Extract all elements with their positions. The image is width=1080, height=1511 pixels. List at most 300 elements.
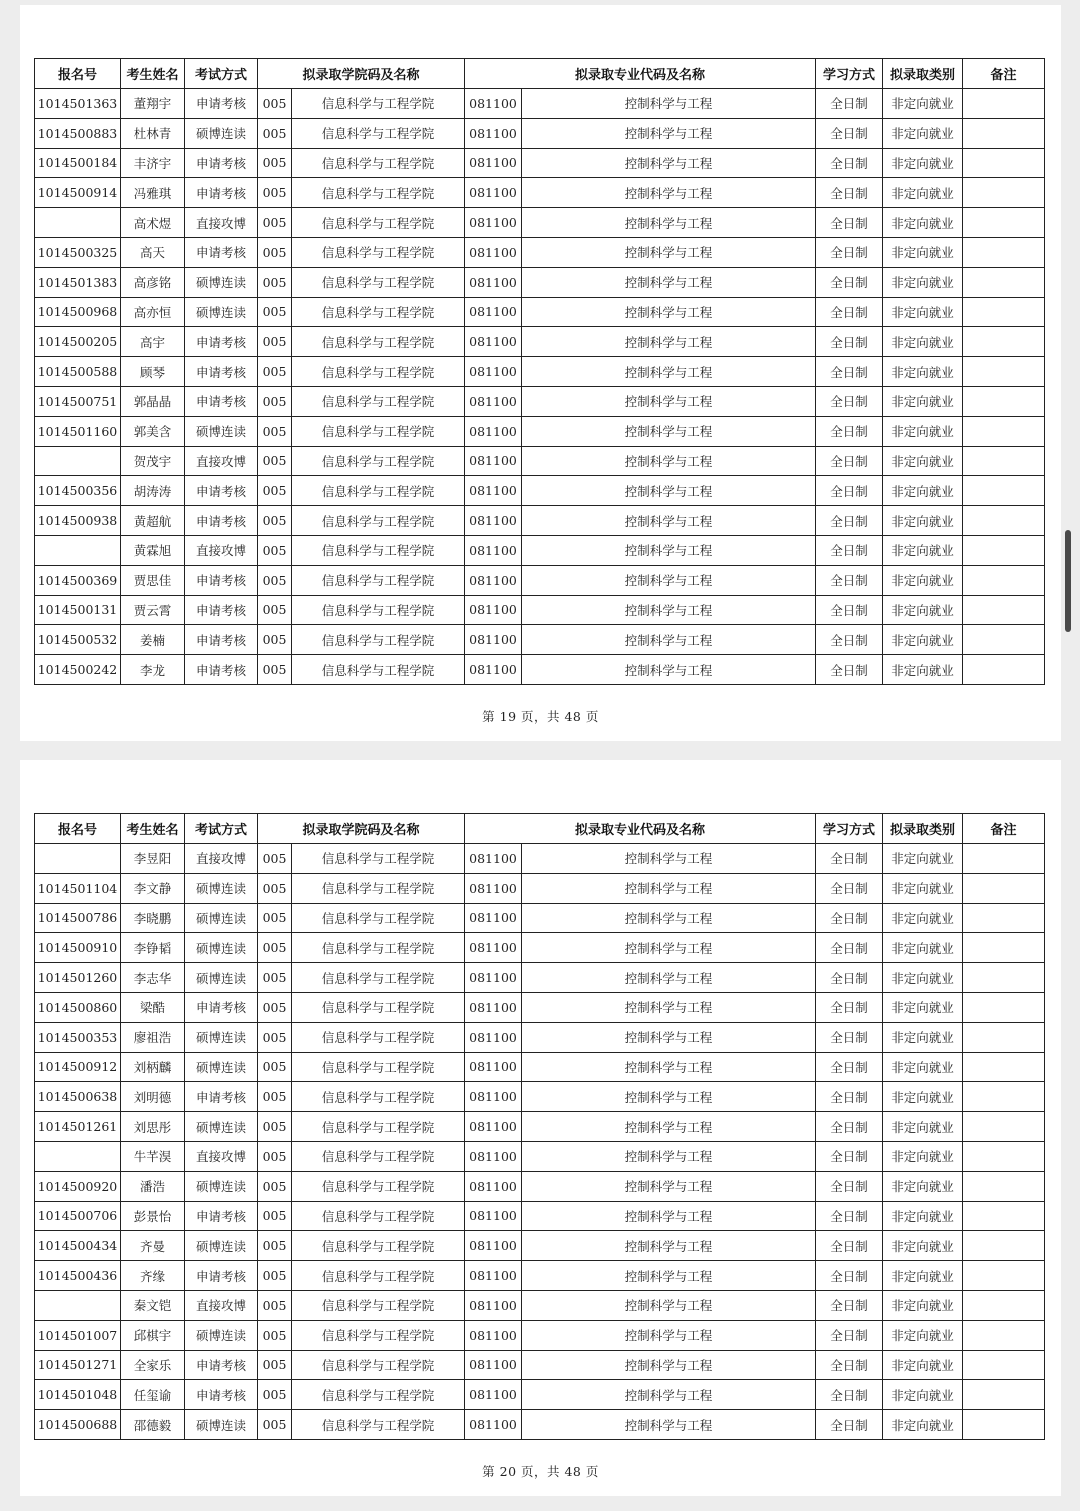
study-mode-cell: 全日制 [816,873,883,903]
school-name-cell: 信息科学与工程学院 [292,595,465,625]
major-code-cell: 081100 [465,625,522,655]
major-code-cell: 081100 [465,1410,522,1440]
school-name-cell: 信息科学与工程学院 [292,208,465,238]
table-row [35,178,1045,208]
study-mode-cell: 全日制 [816,118,883,148]
major-code-cell: 081100 [465,565,522,595]
major-code-cell: 081100 [465,963,522,993]
school-code-cell: 005 [258,237,292,267]
registration-number-cell: 1014500184 [35,148,121,178]
school-code-cell: 005 [258,655,292,685]
admission-category-cell: 非定向就业 [883,1082,963,1112]
major-code-cell: 081100 [465,655,522,685]
major-name-cell: 控制科学与工程 [522,565,816,595]
major-name-cell: 控制科学与工程 [522,148,816,178]
exam-mode-cell: 申请考核 [185,237,258,267]
major-name-cell: 控制科学与工程 [522,1410,816,1440]
table-row [35,1410,1045,1440]
major-code-cell: 081100 [465,237,522,267]
major-name-cell: 控制科学与工程 [522,1231,816,1261]
study-mode-cell: 全日制 [816,1290,883,1320]
remark-cell [963,595,1045,625]
major-code-cell: 081100 [465,416,522,446]
school-code-cell: 005 [258,357,292,387]
admission-category-cell: 非定向就业 [883,178,963,208]
exam-mode-cell: 申请考核 [185,386,258,416]
major-code-cell: 081100 [465,535,522,565]
registration-number-cell: 1014500688 [35,1410,121,1440]
exam-mode-cell: 申请考核 [185,1082,258,1112]
school-code-cell: 005 [258,297,292,327]
admission-category-cell: 非定向就业 [883,1052,963,1082]
major-code-cell: 081100 [465,873,522,903]
major-name-cell: 控制科学与工程 [522,89,816,119]
major-name-cell: 控制科学与工程 [522,1022,816,1052]
school-name-cell: 信息科学与工程学院 [292,1022,465,1052]
school-name-cell: 信息科学与工程学院 [292,1201,465,1231]
registration-number-cell [35,446,121,476]
remark-cell [963,386,1045,416]
school-code-cell: 005 [258,327,292,357]
school-name-cell: 信息科学与工程学院 [292,506,465,536]
registration-number-cell: 1014500706 [35,1201,121,1231]
column-header: 备注 [963,814,1045,844]
exam-mode-cell: 直接攻博 [185,1141,258,1171]
registration-number-cell: 1014501363 [35,89,121,119]
remark-cell [963,1022,1045,1052]
major-name-cell: 控制科学与工程 [522,327,816,357]
major-code-cell: 081100 [465,1350,522,1380]
study-mode-cell: 全日制 [816,963,883,993]
registration-number-cell: 1014500968 [35,297,121,327]
school-name-cell: 信息科学与工程学院 [292,1320,465,1350]
school-name-cell: 信息科学与工程学院 [292,357,465,387]
exam-mode-cell: 申请考核 [185,1201,258,1231]
remark-cell [963,1141,1045,1171]
major-name-cell: 控制科学与工程 [522,208,816,238]
table-row [35,446,1045,476]
school-name-cell: 信息科学与工程学院 [292,625,465,655]
table-row [35,1052,1045,1082]
table-row [35,1201,1045,1231]
candidate-name-cell: 高彦铭 [121,267,185,297]
candidate-name-cell: 高天 [121,237,185,267]
study-mode-cell: 全日制 [816,1320,883,1350]
table-row [35,963,1045,993]
study-mode-cell: 全日制 [816,1052,883,1082]
admission-category-cell: 非定向就业 [883,1290,963,1320]
major-name-cell: 控制科学与工程 [522,1112,816,1142]
major-code-cell: 081100 [465,148,522,178]
exam-mode-cell: 申请考核 [185,595,258,625]
remark-cell [963,1380,1045,1410]
registration-number-cell: 1014501048 [35,1380,121,1410]
registration-number-cell: 1014500434 [35,1231,121,1261]
study-mode-cell: 全日制 [816,625,883,655]
candidate-name-cell: 李铮韬 [121,933,185,963]
table-header-row [35,59,1045,89]
school-name-cell: 信息科学与工程学院 [292,327,465,357]
registration-number-cell: 1014500910 [35,933,121,963]
school-code-cell: 005 [258,1052,292,1082]
school-code-cell: 005 [258,1410,292,1440]
table-row [35,903,1045,933]
school-code-cell: 005 [258,933,292,963]
exam-mode-cell: 申请考核 [185,89,258,119]
candidate-name-cell: 董翔宇 [121,89,185,119]
candidate-name-cell: 李晓鹏 [121,903,185,933]
candidate-name-cell: 丰济宇 [121,148,185,178]
major-name-cell: 控制科学与工程 [522,844,816,874]
candidate-name-cell: 高宇 [121,327,185,357]
candidate-name-cell: 李昱阳 [121,844,185,874]
school-code-cell: 005 [258,565,292,595]
column-header: 备注 [963,59,1045,89]
study-mode-cell: 全日制 [816,933,883,963]
school-code-cell: 005 [258,89,292,119]
major-code-cell: 081100 [465,446,522,476]
school-code-cell: 005 [258,535,292,565]
study-mode-cell: 全日制 [816,178,883,208]
table-row [35,992,1045,1022]
admission-category-cell: 非定向就业 [883,1201,963,1231]
candidate-name-cell: 郭美含 [121,416,185,446]
admission-category-cell: 非定向就业 [883,565,963,595]
remark-cell [963,118,1045,148]
column-header: 考试方式 [185,814,258,844]
admission-category-cell: 非定向就业 [883,446,963,476]
remark-cell [963,1231,1045,1261]
school-code-cell: 005 [258,1201,292,1231]
admission-category-cell: 非定向就业 [883,1112,963,1142]
registration-number-cell: 1014500751 [35,386,121,416]
remark-cell [963,1082,1045,1112]
major-name-cell: 控制科学与工程 [522,416,816,446]
school-name-cell: 信息科学与工程学院 [292,655,465,685]
exam-mode-cell: 硕博连读 [185,267,258,297]
major-code-cell: 081100 [465,1290,522,1320]
major-code-cell: 081100 [465,1052,522,1082]
table-row [35,327,1045,357]
major-code-cell: 081100 [465,1022,522,1052]
exam-mode-cell: 申请考核 [185,1380,258,1410]
candidate-name-cell: 李龙 [121,655,185,685]
major-name-cell: 控制科学与工程 [522,118,816,148]
column-header: 学习方式 [816,814,883,844]
school-code-cell: 005 [258,267,292,297]
exam-mode-cell: 硕博连读 [185,1171,258,1201]
exam-mode-cell: 申请考核 [185,506,258,536]
registration-number-cell: 1014500912 [35,1052,121,1082]
study-mode-cell: 全日制 [816,297,883,327]
study-mode-cell: 全日制 [816,1171,883,1201]
school-name-cell: 信息科学与工程学院 [292,178,465,208]
exam-mode-cell: 申请考核 [185,178,258,208]
admission-category-cell: 非定向就业 [883,1141,963,1171]
major-name-cell: 控制科学与工程 [522,1082,816,1112]
candidate-name-cell: 李文静 [121,873,185,903]
admission-category-cell: 非定向就业 [883,267,963,297]
candidate-name-cell: 黄超航 [121,506,185,536]
major-name-cell: 控制科学与工程 [522,446,816,476]
major-name-cell: 控制科学与工程 [522,655,816,685]
exam-mode-cell: 硕博连读 [185,1052,258,1082]
school-name-cell: 信息科学与工程学院 [292,535,465,565]
exam-mode-cell: 硕博连读 [185,1022,258,1052]
remark-cell [963,1171,1045,1201]
table-row [35,1320,1045,1350]
remark-cell [963,267,1045,297]
study-mode-cell: 全日制 [816,446,883,476]
remark-cell [963,357,1045,387]
table-row [35,297,1045,327]
table-row [35,933,1045,963]
candidate-name-cell: 梁酷 [121,992,185,1022]
major-code-cell: 081100 [465,178,522,208]
table-row [35,89,1045,119]
exam-mode-cell: 申请考核 [185,357,258,387]
candidate-name-cell: 黄霖旭 [121,535,185,565]
remark-cell [963,903,1045,933]
school-name-cell: 信息科学与工程学院 [292,148,465,178]
school-name-cell: 信息科学与工程学院 [292,1141,465,1171]
major-code-cell: 081100 [465,506,522,536]
admission-category-cell: 非定向就业 [883,933,963,963]
remark-cell [963,148,1045,178]
exam-mode-cell: 申请考核 [185,327,258,357]
school-code-cell: 005 [258,1320,292,1350]
major-code-cell: 081100 [465,89,522,119]
school-code-cell: 005 [258,1261,292,1291]
major-name-cell: 控制科学与工程 [522,1350,816,1380]
admission-category-cell: 非定向就业 [883,903,963,933]
remark-cell [963,1410,1045,1440]
school-name-cell: 信息科学与工程学院 [292,267,465,297]
study-mode-cell: 全日制 [816,89,883,119]
candidate-name-cell: 高亦恒 [121,297,185,327]
school-code-cell: 005 [258,178,292,208]
remark-cell [963,1350,1045,1380]
major-code-cell: 081100 [465,118,522,148]
remark-cell [963,1112,1045,1142]
remark-cell [963,237,1045,267]
study-mode-cell: 全日制 [816,992,883,1022]
candidate-name-cell: 贾思佳 [121,565,185,595]
remark-cell [963,178,1045,208]
major-code-cell: 081100 [465,386,522,416]
remark-cell [963,208,1045,238]
registration-number-cell: 1014500860 [35,992,121,1022]
table-row [35,1171,1045,1201]
document-page-20 [20,760,1061,1496]
school-code-cell: 005 [258,873,292,903]
major-name-cell: 控制科学与工程 [522,1290,816,1320]
table-row [35,595,1045,625]
study-mode-cell: 全日制 [816,1261,883,1291]
major-code-cell: 081100 [465,1141,522,1171]
admission-category-cell: 非定向就业 [883,1231,963,1261]
registration-number-cell: 1014500131 [35,595,121,625]
page-footer: 第 19 页，共 48 页 [482,709,599,724]
table-row [35,148,1045,178]
remark-cell [963,506,1045,536]
school-code-cell: 005 [258,386,292,416]
registration-number-cell: 1014500938 [35,506,121,536]
exam-mode-cell: 硕博连读 [185,1410,258,1440]
major-code-cell: 081100 [465,933,522,963]
admission-category-cell: 非定向就业 [883,1410,963,1440]
school-code-cell: 005 [258,1171,292,1201]
exam-mode-cell: 硕博连读 [185,1112,258,1142]
registration-number-cell: 1014501271 [35,1350,121,1380]
major-code-cell: 081100 [465,1380,522,1410]
candidate-name-cell: 胡涛涛 [121,476,185,506]
table-row [35,565,1045,595]
admission-category-cell: 非定向就业 [883,655,963,685]
study-mode-cell: 全日制 [816,565,883,595]
candidate-name-cell: 刘思彤 [121,1112,185,1142]
school-code-cell: 005 [258,963,292,993]
school-name-cell: 信息科学与工程学院 [292,963,465,993]
registration-number-cell [35,535,121,565]
exam-mode-cell: 申请考核 [185,655,258,685]
school-name-cell: 信息科学与工程学院 [292,1171,465,1201]
candidate-name-cell: 李志华 [121,963,185,993]
exam-mode-cell: 硕博连读 [185,933,258,963]
table-row [35,267,1045,297]
major-code-cell: 081100 [465,1231,522,1261]
school-code-cell: 005 [258,476,292,506]
school-name-cell: 信息科学与工程学院 [292,1410,465,1440]
candidate-name-cell: 刘明德 [121,1082,185,1112]
remark-cell [963,327,1045,357]
school-code-cell: 005 [258,595,292,625]
candidate-name-cell: 姜楠 [121,625,185,655]
exam-mode-cell: 申请考核 [185,1350,258,1380]
study-mode-cell: 全日制 [816,903,883,933]
remark-cell [963,963,1045,993]
admission-category-cell: 非定向就业 [883,118,963,148]
remark-cell [963,1201,1045,1231]
school-name-cell: 信息科学与工程学院 [292,386,465,416]
study-mode-cell: 全日制 [816,1380,883,1410]
admission-category-cell: 非定向就业 [883,476,963,506]
remark-cell [963,844,1045,874]
school-code-cell: 005 [258,1290,292,1320]
major-name-cell: 控制科学与工程 [522,933,816,963]
major-code-cell: 081100 [465,1171,522,1201]
major-name-cell: 控制科学与工程 [522,476,816,506]
major-code-cell: 081100 [465,1082,522,1112]
candidate-name-cell: 任玺谕 [121,1380,185,1410]
major-name-cell: 控制科学与工程 [522,1261,816,1291]
admission-category-cell: 非定向就业 [883,963,963,993]
school-code-cell: 005 [258,1022,292,1052]
school-code-cell: 005 [258,416,292,446]
registration-number-cell: 1014500883 [35,118,121,148]
admission-category-cell: 非定向就业 [883,535,963,565]
registration-number-cell: 1014500436 [35,1261,121,1291]
candidate-name-cell: 全家乐 [121,1350,185,1380]
remark-cell [963,565,1045,595]
school-code-cell: 005 [258,1141,292,1171]
admission-category-cell: 非定向就业 [883,89,963,119]
column-header: 考生姓名 [121,814,185,844]
school-name-cell: 信息科学与工程学院 [292,1261,465,1291]
table-row [35,237,1045,267]
table-row [35,1022,1045,1052]
exam-mode-cell: 硕博连读 [185,963,258,993]
major-name-cell: 控制科学与工程 [522,625,816,655]
school-name-cell: 信息科学与工程学院 [292,1350,465,1380]
remark-cell [963,476,1045,506]
admission-category-cell: 非定向就业 [883,357,963,387]
registration-number-cell [35,1141,121,1171]
school-code-cell: 005 [258,1350,292,1380]
exam-mode-cell: 申请考核 [185,476,258,506]
table-row [35,1141,1045,1171]
candidate-name-cell: 顾琴 [121,357,185,387]
vertical-scrollbar[interactable] [1065,530,1071,632]
admission-category-cell: 非定向就业 [883,1171,963,1201]
study-mode-cell: 全日制 [816,535,883,565]
study-mode-cell: 全日制 [816,595,883,625]
major-name-cell: 控制科学与工程 [522,595,816,625]
column-header: 报名号 [35,814,121,844]
admission-category-cell: 非定向就业 [883,992,963,1022]
candidate-name-cell: 邱棋宇 [121,1320,185,1350]
study-mode-cell: 全日制 [816,1350,883,1380]
table-row [35,1082,1045,1112]
school-name-cell: 信息科学与工程学院 [292,297,465,327]
major-name-cell: 控制科学与工程 [522,535,816,565]
school-name-cell: 信息科学与工程学院 [292,1052,465,1082]
admission-category-cell: 非定向就业 [883,416,963,446]
major-name-cell: 控制科学与工程 [522,963,816,993]
study-mode-cell: 全日制 [816,357,883,387]
remark-cell [963,297,1045,327]
major-code-cell: 081100 [465,357,522,387]
major-code-cell: 081100 [465,297,522,327]
candidate-name-cell: 冯雅琪 [121,178,185,208]
study-mode-cell: 全日制 [816,655,883,685]
major-name-cell: 控制科学与工程 [522,237,816,267]
registration-number-cell: 1014500914 [35,178,121,208]
remark-cell [963,416,1045,446]
school-code-cell: 005 [258,118,292,148]
school-code-cell: 005 [258,446,292,476]
major-code-cell: 081100 [465,903,522,933]
admission-category-cell: 非定向就业 [883,1261,963,1291]
major-name-cell: 控制科学与工程 [522,267,816,297]
major-name-cell: 控制科学与工程 [522,178,816,208]
school-code-cell: 005 [258,506,292,536]
exam-mode-cell: 申请考核 [185,625,258,655]
table-row [35,416,1045,446]
major-code-cell: 081100 [465,208,522,238]
candidate-name-cell: 齐曼 [121,1231,185,1261]
major-name-cell: 控制科学与工程 [522,1141,816,1171]
candidate-name-cell: 齐缘 [121,1261,185,1291]
candidate-name-cell: 刘柄麟 [121,1052,185,1082]
school-code-cell: 005 [258,208,292,238]
school-code-cell: 005 [258,844,292,874]
exam-mode-cell: 申请考核 [185,148,258,178]
major-name-cell: 控制科学与工程 [522,1201,816,1231]
study-mode-cell: 全日制 [816,1231,883,1261]
exam-mode-cell: 硕博连读 [185,297,258,327]
exam-mode-cell: 硕博连读 [185,1320,258,1350]
